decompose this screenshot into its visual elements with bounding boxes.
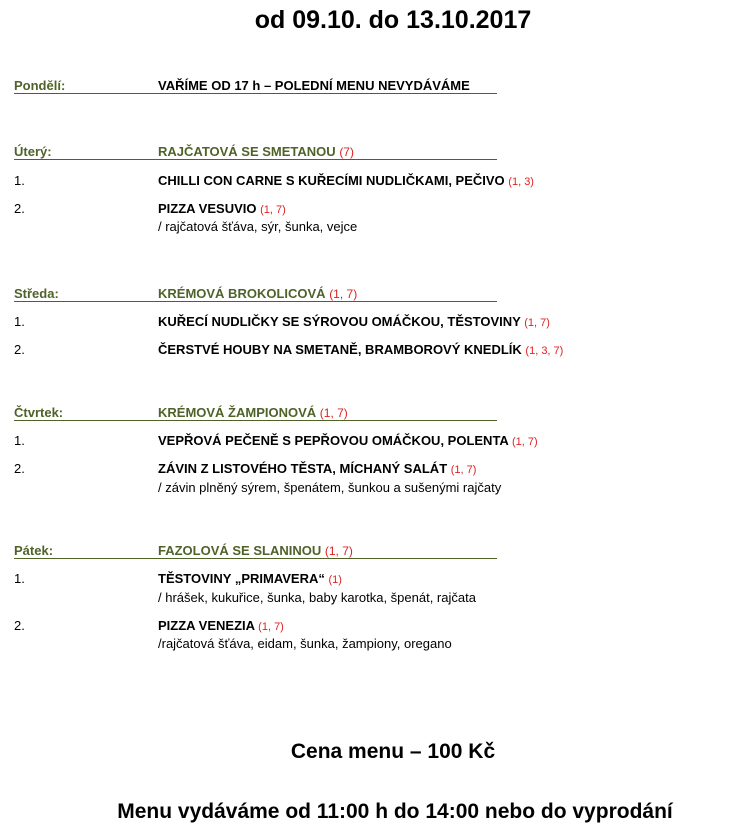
day-divider bbox=[14, 159, 497, 160]
day-label-friday: Pátek: bbox=[14, 543, 54, 558]
dish-name: PIZZA VESUVIO bbox=[158, 201, 257, 216]
allergens: (1, 7) bbox=[511, 436, 538, 448]
day-divider bbox=[14, 93, 497, 94]
item-number: 1. bbox=[14, 173, 25, 188]
allergens: (1, 7) bbox=[324, 544, 353, 558]
day-divider bbox=[14, 301, 497, 302]
allergens: (1, 3, 7) bbox=[525, 345, 564, 357]
dish-friday-2 bbox=[158, 618, 284, 633]
item-number: 1. bbox=[14, 433, 25, 448]
dish-description: / závin plněný sýrem, špenátem, šunkou a sušenými rajčaty bbox=[158, 480, 502, 495]
dish-tuesday-1 bbox=[158, 173, 534, 188]
allergens: (1, 7) bbox=[258, 621, 284, 633]
item-number: 1. bbox=[14, 571, 25, 586]
item-number: 2. bbox=[14, 201, 25, 216]
dish-name: KUŘECÍ NUDLIČKY SE SÝROVOU OMÁČKOU, TĚSTOVINY bbox=[158, 314, 521, 329]
page-title: od 09.10. do 13.10.2017 bbox=[254, 6, 532, 34]
dish-description: / hrášek, kukuřice, šunka, baby karotka, špenát, rajčata bbox=[158, 590, 476, 605]
menu-price: Cena menu – 100 Kč bbox=[290, 740, 496, 763]
dish-tuesday-2 bbox=[158, 201, 286, 216]
soup-name: RAJČATOVÁ SE SMETANOU bbox=[158, 144, 336, 159]
service-hours: Menu vydáváme od 11:00 h do 14:00 nebo do vyprodání bbox=[117, 800, 673, 823]
day-label-monday: Pondělí: bbox=[14, 78, 66, 93]
allergens: (1, 7) bbox=[260, 204, 286, 216]
day-divider bbox=[14, 558, 497, 559]
day-divider bbox=[14, 420, 497, 421]
allergens: (1, 7) bbox=[450, 464, 477, 476]
soup-thursday bbox=[158, 405, 348, 420]
item-number: 2. bbox=[14, 461, 25, 476]
soup-wednesday bbox=[158, 286, 357, 301]
dish-name: ČERSTVÉ HOUBY NA SMETANĚ, BRAMBOROVÝ KNEDLÍK bbox=[158, 342, 522, 357]
soup-tuesday bbox=[158, 144, 354, 159]
day-label-wednesday: Středa: bbox=[14, 286, 59, 301]
soup-name: KRÉMOVÁ BROKOLICOVÁ bbox=[158, 286, 326, 301]
allergens: (1, 3) bbox=[508, 176, 534, 188]
allergens: (1) bbox=[328, 574, 342, 586]
dish-wednesday-1 bbox=[158, 314, 550, 329]
soup-friday bbox=[158, 543, 353, 558]
item-number: 2. bbox=[14, 342, 25, 357]
day-label-thursday: Čtvrtek: bbox=[14, 405, 64, 420]
dish-name: TĚSTOVINY „PRIMAVERA“ bbox=[158, 571, 325, 586]
item-number: 2. bbox=[14, 618, 25, 633]
dish-thursday-2 bbox=[158, 461, 476, 476]
dish-name: ZÁVIN Z LISTOVÉHO TĚSTA, MÍCHANÝ SALÁT bbox=[158, 461, 448, 476]
dish-description: /rajčatová šťáva, eidam, šunka, žampiony, oregano bbox=[158, 636, 452, 651]
dish-friday-1 bbox=[158, 571, 342, 586]
allergens: (1, 7) bbox=[524, 317, 550, 329]
allergens: (7) bbox=[339, 145, 354, 159]
dish-wednesday-2 bbox=[158, 342, 563, 357]
dish-name: PIZZA VENEZIA bbox=[158, 618, 255, 633]
dish-description: / rajčatová šťáva, sýr, šunka, vejce bbox=[158, 219, 358, 234]
allergens: (1, 7) bbox=[329, 287, 358, 301]
item-number: 1. bbox=[14, 314, 25, 329]
soup-name: KRÉMOVÁ ŽAMPIONOVÁ bbox=[158, 405, 317, 420]
dish-name: VEPŘOVÁ PEČENĚ S PEPŘOVOU OMÁČKOU, POLENTA bbox=[158, 433, 509, 448]
day-label-tuesday: Úterý: bbox=[14, 144, 52, 159]
dish-thursday-1 bbox=[158, 433, 538, 448]
allergens: (1, 7) bbox=[319, 406, 348, 420]
soup-name: FAZOLOVÁ SE SLANINOU bbox=[158, 543, 322, 558]
monday-note: VAŘÍME OD 17 h – POLEDNÍ MENU NEVYDÁVÁME bbox=[158, 78, 470, 93]
dish-name: CHILLI CON CARNE S KUŘECÍMI NUDLIČKAMI, PEČIVO bbox=[158, 173, 505, 188]
